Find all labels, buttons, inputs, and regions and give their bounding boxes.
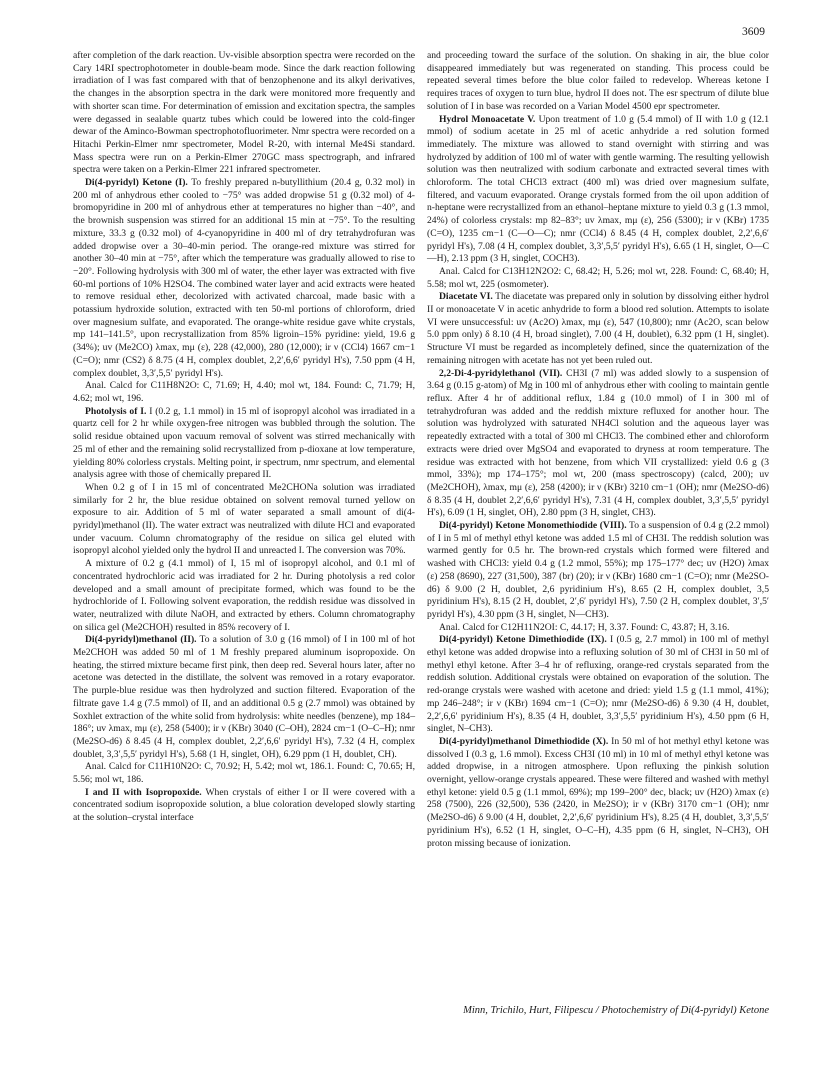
- paragraph-text: Anal. Calcd for C13H12N2O2: C, 68.42; H, 5.26; mol wt, 228. Found: C, 68.40; H, 5.58; mol wt, 225 (osmometer).: [427, 265, 769, 290]
- section-heading: Di(4-pyridyl)methanol (II).: [85, 634, 197, 646]
- paragraph: [427, 736, 769, 850]
- paragraph-text: To a solution of 3.0 g (16 mmol) of I in 100 ml of hot Me2CHOH was added 50 ml of 1 M freshly prepared aluminum isopropoxide. On heating, the stirred mixture became first pink, then deep red. Several hours later, after no acetone was detected in the distillate, the solvent was removed in a rotary evaporator. The purple-blue residue was then hydrolyzed and suction filtered. Evaporation of the filtrate gave 1.4 g (7.5 mmol) of II, and an additional 0.5 g (2.7 mmol) was obtained by Soxhlet extraction of the white solid from hydrolysis: white needles (benzene), mp 184–186°; uv λmax, mμ (ε), 258 (5400); ir ν (KBr) 3040 (C–OH), 2824 cm−1 (O–C–H); nmr (Me2SO-d6) δ 8.45 (4 H, complex doublet, 2,2′,6,6′ pyridyl H's), 7.32 (4 H, complex doublet, 3,3′,5,5′ pyridyl H's), 5.68 (1 H, singlet, OH), 6.29 ppm (1 H, doublet, CH).: [73, 634, 415, 760]
- page-number: 3609: [742, 26, 765, 38]
- paragraph: [427, 50, 769, 114]
- section-heading: Di(4-pyridyl) Ketone Dimethiodide (IX).: [439, 634, 607, 646]
- section-heading: Di(4-pyridyl)methanol Dimethiodide (X).: [439, 735, 609, 747]
- paragraph: [427, 114, 769, 266]
- paragraph-text: When crystals of either I or II were covered with a concentrated sodium isopropoxide solution, a blue coloration developed slowly starting at the solution–crystal interface: [73, 786, 415, 824]
- paragraph: [73, 380, 415, 405]
- paragraph-text: I (0.2 g, 1.1 mmol) in 15 ml of isopropyl alcohol was irradiated in a quartz cell for 2 hr while oxygen-free nitrogen was bubbled through the solution. The solid residue obtained upon vacuum removal of solvent was stirred mechanically with 25 ml of ether and the remaining solid recrystallized from p-dioxane at low temperature, yielding 80% colorless crystals. Melting point, ir spectrum, nmr spectrum, and elemental analysis agree with those of chemically prepared II.: [73, 405, 416, 481]
- section-heading: Hydrol Monoacetate V.: [439, 113, 536, 125]
- paragraph: [73, 787, 415, 825]
- paragraph: [427, 634, 769, 736]
- paragraph-text: Anal. Calcd for C11H10N2O: C, 70.92; H, 5.42; mol wt, 186.1. Found: C, 70.65; H, 5.56; mol wt, 186.: [73, 761, 415, 786]
- paragraph: [73, 761, 415, 786]
- paragraph: [73, 634, 415, 761]
- running-footer: Minn, Trichilo, Hurt, Filipescu / Photochemistry of Di(4-pyridyl) Ketone: [463, 1005, 769, 1016]
- paragraph-text: In 50 ml of hot methyl ethyl ketone was dissolved I (0.3 g, 1.6 mmol). Excess CH3I (10 ml) in 10 ml of methyl ethyl ketone was added dropwise, in a nitrogen atmosphere. Upon refluxing the pinkish solution overnight, yellow-orange crystals appeared. These were filtered and washed with methyl ethyl ketone: yield 0.5 g (1.1 mmol, 69%); mp 199–200° dec, black; uv (H2O) λmax (ε) 258 (7500), 226 (32,500), 536 (2420, in Me2SO); ir ν (KBr) 3170 cm−1 (OH); nmr (Me2SO-d6) δ 9.00 (4 H, doublet, 2,2′,6,6′ pyridinium H's), 8.25 (4 H, doublet, 3,3′,5,5′ pyridinium H's), 6.52 (1 H, singlet, O–C–H), 4.35 ppm (6 H, singlet, N–CH3), OH proton missing because of ionization.: [427, 735, 769, 849]
- right-column: [427, 50, 769, 850]
- paragraph: [73, 50, 415, 177]
- paragraph-text: CH3I (7 ml) was added slowly to a suspension of 3.64 g (0.15 g-atom) of Mg in 100 ml of anhydrous ether with cooling to maintain gentle reflux. After 4 hr of additional reflux, 1.84 g (10.0 mmol) of I in 300 ml of tetrahydrofuran was added and the reddish mixture refluxed for another hour. The solution was hydrolyzed with saturated NH4Cl solution and the aqueous layer was repeatedly extracted with a total of 300 ml CHCl3. The combined ether and chloroform extracts were dried over MgSO4 and evaporated to dryness at room temperature. The residue was extracted with hot benzene, from which VII crystallized: yield 0.6 g (3 mmol, 33%); mp 174–175°; mol wt, 200 (mass spectroscopy) (calcd, 200); uv (Me2CHOH), λmax, mμ (ε), 258 (4200); ir ν (KBr) 3210 cm−1 (OH); nmr (Me2SO-d6) δ 8.35 (4 H, doublet 2,2′,6,6′ pyridyl H's), 7.31 (4 H, complex doublet, 3,3′,5,5′ pyridyl H's), 6.09 (1 H, singlet, OH), 2.80 ppm (3 H, singlet, CH3).: [427, 367, 769, 519]
- section-heading: Di(4-pyridyl) Ketone (I).: [85, 177, 188, 189]
- section-heading: 2,2-Di-4-pyridylethanol (VII).: [439, 367, 563, 379]
- paragraph: [427, 266, 769, 291]
- section-heading: Diacetate VI.: [439, 291, 493, 303]
- paragraph-text: A mixture of 0.2 g (4.1 mmol) of I, 15 ml of isopropyl alcohol, and 0.1 ml of concentrated hydrochloric acid was irradiated for 2 hr. During photolysis a red color developed and a small amount of precipitate formed, which was found to be the hydrochloride of I. Following solvent evaporation, the reddish residue was dissolved in water, neutralized with dilute NaOH, and extracted by ethers. Column chromatography on silica gel (Me2CHOH) resulted in 85% recovery of I.: [73, 558, 415, 633]
- paragraph: [427, 368, 769, 520]
- paragraph-text: To a suspension of 0.4 g (2.2 mmol) of I in 5 ml of methyl ethyl ketone was added 1.5 ml of CH3I. The reddish solution was warmed gently for 0.5 hr. The brown-red crystals which formed were filtered and washed with CHCl3: yield 0.4 g (1.2 mmol, 55%); mp 175–177° dec; uv (H2O) λmax (ε) 258 (8690), 227 (31,500), 387 (br) (20); ir ν (KBr) 1680 cm−1 (C=O); nmr (Me2SO-d6) δ 9.00 (2 H, doublet, 2,6 pyridinium H's), 8.65 (2 H, complex doublet, 3,5 pyridinium H's), 8.15 (2 H, doublet, 2′,6′ pyridyl H's), 7.50 (2 H, complex doublet, 3′,5′ pyridyl H's), 4.30 ppm (3 H, singlet, N—CH3).: [427, 520, 769, 620]
- paragraph: [73, 558, 415, 634]
- paragraph: [427, 622, 769, 635]
- paragraph-text: Anal. Calcd for C11H8N2O: C, 71.69; H, 4.40; mol wt, 184. Found: C, 71.79; H, 4.62; mol wt, 196.: [73, 380, 415, 404]
- paragraph: [427, 520, 769, 622]
- paragraph-text: The diacetate was prepared only in solution by dissolving either hydrol II or monoacetate V in acetic anhydride to form a blood red solution. Attempts to isolate VI were unsuccessful: uv (Ac2O) λmax, mμ (ε), 547 (10,800); nmr (Ac2O, scan below 5.0 ppm only) δ 8.10 (4 H, broad singlet), 7.00 (4 H, doublet), 6.32 ppm (1 H, singlet). Structure VI must be regarded as incompletely defined, since the quaternization of the remaining nitrogen with acetate has not yet been ruled out.: [427, 291, 769, 366]
- paragraph-text: Anal. Calcd for C12H11N2OI: C, 44.17; H, 3.37. Found: C, 43.87; H, 3.16.: [439, 621, 730, 633]
- paragraph: [73, 482, 415, 558]
- section-heading: Photolysis of I.: [85, 405, 147, 417]
- paragraph: [427, 291, 769, 367]
- section-heading: I and II with Isopropoxide.: [85, 786, 202, 798]
- paragraph-text: after completion of the dark reaction. Uv-visible absorption spectra were recorded on the Cary 14RI spectrophotometer in double-beam mode. Since the dark reaction following irradiation of I was fast compared with that of benzophenone and its alkyl derivatives, the changes in the absorption spectra in the dark were monitored more frequently and with shorter scan time. For determination of emission and excitation spectra, the samples were degassed in sealable quartz tubes which could be lowered into the cold-finger dewar of the Aminco-Bowman spectrophotofluorimeter. Nmr spectra were recorded on a Hitachi Perkin-Elmer nmr spectrometer, Model R-20, with internal Me4Si standard. Mass spectra were run on a Perkin-Elmer 270GC mass spectrograph, and infrared spectra were taken on a Perkin-Elmer 221 infrared spectrometer.: [73, 50, 415, 176]
- paragraph-text: Upon treatment of 1.0 g (5.4 mmol) of II with 1.0 g (12.1 mmol) of sodium acetate in 25 ml of acetic anhydride a red solution formed immediately. The mixture was allowed to stand overnight with stirring and was hydrolyzed by addition of 100 ml of water with gentle warming. The resulting yellowish solution was then neutralized with sodium carbonate and extracted several times with chloroform. The total CHCl3 extract (400 ml) was dried over magnesium sulfate, filtered, and vacuum evaporated. Orange crystals formed from the oil upon addition of n-heptane were recrystallized from an ethanol–heptane mixture to yield 0.3 g (1.3 mmol, 24%) of colorless crystals: mp 82–83°; uv λmax, mμ (ε), 256 (5300); ir ν (KBr) 1735 (C=O), 1235 cm−1 (C—O—C); nmr (CCl4) δ 8.45 (4 H, complex doublet, 2,2′,6,6′ pyridyl H's), 7.08 (4 H, complex doublet, 3,3′,5,5′ pyridyl H's), 6.65 (1 H, singlet, O—C—H), 2.13 ppm (3 H, singlet, COCH3).: [427, 113, 769, 265]
- paragraph: [73, 177, 415, 380]
- section-heading: Di(4-pyridyl) Ketone Monomethiodide (VIII).: [439, 520, 627, 532]
- paragraph-text: and proceeding toward the surface of the solution. On shaking in air, the blue color disappeared immediately but was regenerated on standing. This process could be repeated several times before the blue color failed to redevelop. Whereas ketone I requires traces of oxygen to turn blue, hydrol II does not. The esr spectrum of dilute blue solution of I in base was recorded on a Varian Model 4500 epr spectrometer.: [427, 50, 769, 112]
- paragraph-text: I (0.5 g, 2.7 mmol) in 100 ml of methyl ethyl ketone was added dropwise into a refluxing solution of 30 ml of CH3I in 50 ml of methyl ethyl ketone. After 3–4 hr of refluxing, orange-red crystals separated from the reddish solution. Additional crystals were obtained on evaporation of the solution. The red-orange crystals were washed with acetone and dried: yield 1.5 g (1.1 mmol, 41%); mp 246–248°; ir ν (KBr) 1694 cm−1 (C=O); nmr (Me2SO-d6) δ 9.30 (4 H, doublet, 2,2′,6,6′ pyridinium H's), 8.35 (4 H, doublet, 3,3′,5,5′ pyridinium H's), 4.50 ppm (6 H, singlet, N–CH3).: [427, 634, 769, 735]
- paragraph: [73, 406, 415, 482]
- paragraph-text: To freshly prepared n-butyllithium (20.4 g, 0.32 mol) in 200 ml of anhydrous ether cooled to −75° was added dropwise 51 g (0.32 mol) of 4-bromopyridine in 200 ml of anhydrous ether at temperatures no higher than −40°, and the brownish suspension was stirred for an additional 15 min at −75°. To the resulting mixture, 33.3 g (0.32 mol) of 4-cyanopyridine in 400 ml of dry tetrahydrofuran was added dropwise over a 30–40-min period. The orange-red mixture was stirred for another 30–40 min at −75°, after which the temperature was gradually allowed to rise to −20°. Following hydrolysis with 300 ml of water, the ether layer was extracted with five 60-ml portions of 10% H2SO4. The combined water layer and acid extracts were heated to remove residual ether, decolorized with activated charcoal, made basic with a potassium hydroxide solution, extracted with ten 50-ml portions of chloroform, dried over magnesium sulfate, and evaporated. The orange-white residue gave white crystals, mp 141–141.5°, upon recrystallization from 85% ligroin–15% pyridine: yield, 19.6 g (34%); uv (Me2CO) λmax, mμ (ε), 228 (42,000), 280 (12,000); ir ν (CCl4) 1667 cm−1 (C=O); nmr (CS2) δ 8.75 (4 H, complex doublet, 2,2′,6,6′ pyridyl H's), 7.50 ppm (4 H, complex doublet, 3,3′,5,5′ pyridyl H's).: [73, 177, 415, 379]
- paragraph-text: When 0.2 g of I in 15 ml of concentrated Me2CHONa solution was irradiated similarly for 2 hr, the blue residue obtained on solvent removal turned yellow on exposure to air. Addition of 5 ml of water separated a small amount of di(4-pyridyl)methanol (II). The water extract was neutralized with dilute HCl and evaporated under vacuum. Column chromatography of the residue on silica gel eluted with isopropyl alcohol yielded only the hydrol II and unreacted I. The conversion was 70%.: [73, 481, 415, 557]
- left-column: [73, 50, 415, 825]
